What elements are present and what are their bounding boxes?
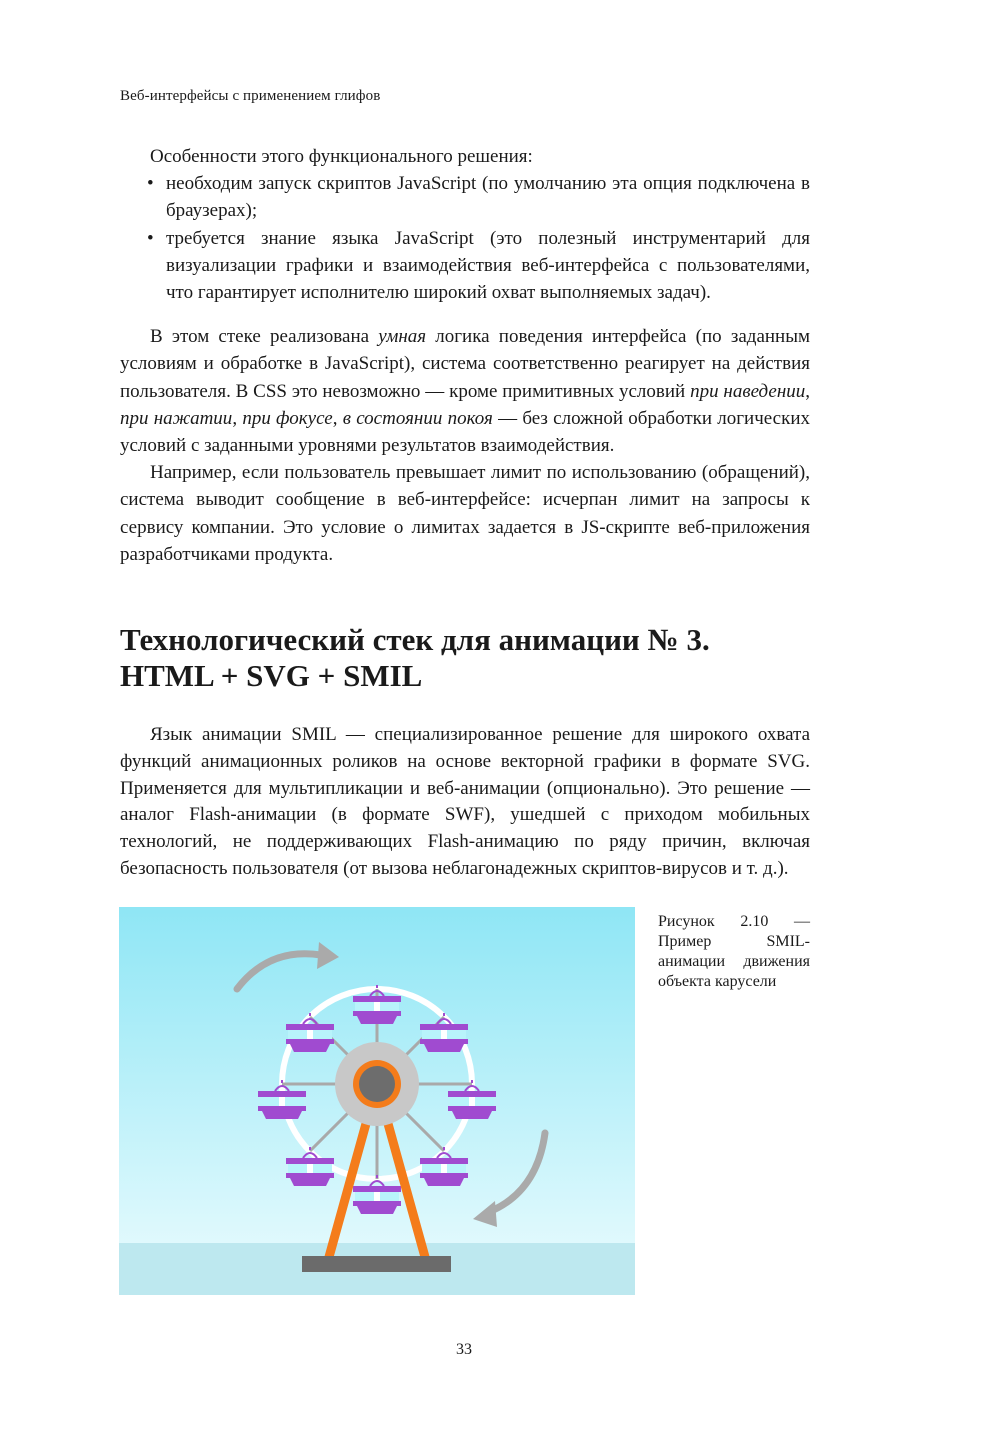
page-number: 33 xyxy=(456,1341,472,1358)
wheel-base xyxy=(302,1256,451,1272)
paragraph-smil: Язык анимации SMIL — специализированное решение для широкого охвата функций анимационных роликов на основе векторной графики в формате SVG. Применяется для мультипликации и веб-анимации (опционально). Это решение — аналог Flash-анимации (в формате SWF), ушедшей с приходом мобильных технологий, не поддерживающих Flash-анимацию по ряду причин, включая безопасность пользователя (от вызова неблагонадежных скриптов-вирусов и т. д.). xyxy=(120,724,810,879)
features-lead: Особенности этого функционального решения: xyxy=(150,146,533,167)
section-heading-line1: Технологический стек для анимации № 3. xyxy=(120,622,710,657)
ferris-wheel-figure xyxy=(119,907,635,1295)
hub-center xyxy=(359,1066,395,1102)
running-head: Веб-интерфейсы с применением глифов xyxy=(120,88,381,104)
paragraph-smart-logic: В этом стеке реализована умная логика поведения интерфейса (по заданным условиям и обработке в JavaScript), система соответственно реагирует на действия пользователя. В CSS это невозможно — кроме примитивных условий при наведении, при нажатии, при фокусе, в состоянии покоя — без сложной обработки логических условий с заданными уровнями результатов взаимодействия. xyxy=(120,326,811,457)
paragraph-example: Например, если пользователь превышает лимит по использованию (обращений), система выводит сообщение в веб-интерфейсе: исчерпан лимит на запросы к сервису компании. Это условие о лимитах задается в JS-скрипте веб-приложения разработчиками продукта. xyxy=(120,462,810,565)
section-heading xyxy=(120,622,820,694)
list-item: • требуется знание языка JavaScript (это полезный инструментарий для визуализации графики и взаимодействия веб-интерфейса с пользователями, что гарантирует исполнителю широкий охват выполняемых задач). xyxy=(120,225,810,307)
text-block-smil xyxy=(120,722,810,883)
text-block-top xyxy=(120,143,810,568)
ferris-wheel-illustration xyxy=(119,907,635,1295)
features-list xyxy=(120,170,810,306)
section-heading-line2: HTML + SVG + SMIL xyxy=(120,658,423,693)
list-item: • необходим запуск скриптов JavaScript (по умолчанию эта опция подключена в браузерах); xyxy=(120,170,810,224)
figure-caption: Рисунок 2.10 — Пример SMIL-анимации движения объекта карусели xyxy=(658,913,810,990)
